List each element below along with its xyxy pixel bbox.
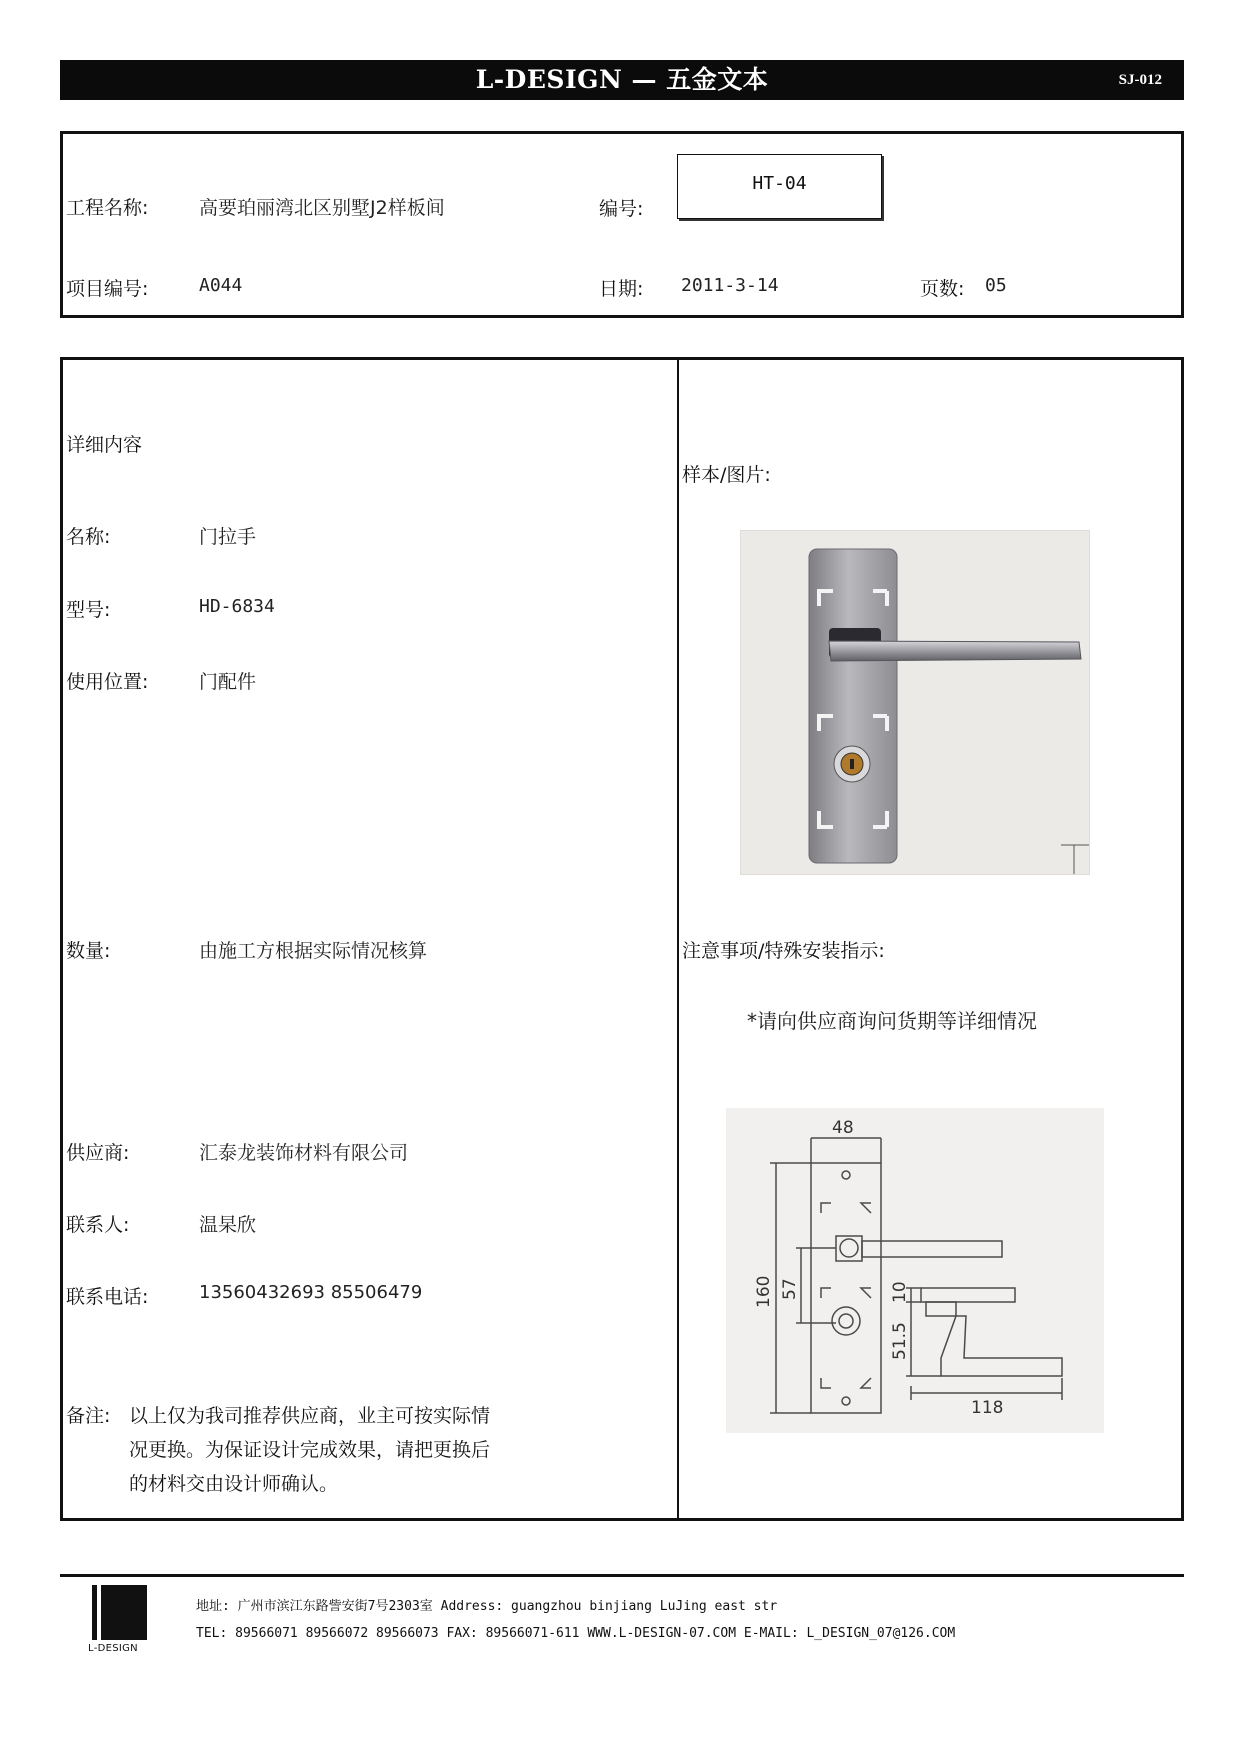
quantity-label: 数量: [66,940,111,962]
number-value: HT-04 [752,173,807,194]
dim-48: 48 [832,1118,854,1138]
contact-value: 温杲欣 [199,1214,257,1236]
footer-contact: TEL: 89566071 89566072 89566073 FAX: 89566071-611 WWW.L-DESIGN-07.COM E-MAIL: L_DESIGN_07@126.COM [196,1626,956,1641]
sample-label: 样本/图片: [682,464,771,486]
supplier-value: 汇泰龙装饰材料有限公司 [199,1142,409,1164]
model-label: 型号: [66,599,111,621]
document-title: L-DESIGN — 五金文本 [475,65,769,94]
dimension-drawing [726,1108,1104,1433]
door-handle-image [741,531,1091,876]
supplier-label: 供应商: [66,1142,130,1164]
handle-dimension-diagram [726,1108,1104,1433]
remark-line-1: 以上仅为我司推荐供应商，业主可按实际情 [129,1405,491,1427]
remark-line-3: 的材料交由设计师确认。 [129,1473,339,1495]
number-label: 编号: [599,198,644,220]
name-label: 名称: [66,526,111,548]
product-photo [740,530,1090,875]
number-box [677,154,882,219]
usage-value: 门配件 [199,671,257,693]
dim-51-5: 51.5 [890,1322,910,1360]
dim-118: 118 [971,1398,1004,1418]
phone-value: 13560432693 85506479 [199,1282,423,1303]
detail-section-title: 详细内容 [66,434,143,456]
logo-accent [97,1585,101,1640]
phone-label: 联系电话: [66,1286,149,1308]
footer-address: 地址: 广州市滨江东路訾安街7号2303室 Address: guangzhou binjiang LuJing east str [196,1599,778,1614]
usage-label: 使用位置: [66,671,149,693]
project-info-box [60,131,1184,318]
date-label: 日期: [599,278,644,300]
dim-160: 160 [754,1275,774,1308]
project-no-label: 项目编号: [66,278,149,300]
date-value: 2011-3-14 [681,275,779,296]
column-divider [677,360,679,1518]
header-bar [60,60,1184,100]
name-value: 门拉手 [199,526,257,548]
notes-text: *请向供应商询问货期等详细情况 [747,1009,1037,1033]
remark-label: 备注: [66,1405,111,1427]
document-code: SJ-012 [1118,72,1162,88]
project-name-label: 工程名称: [66,197,149,219]
model-value: HD-6834 [199,596,275,617]
quantity-value: 由施工方根据实际情况核算 [199,940,428,962]
pages-label: 页数: [920,278,965,300]
pages-value: 05 [985,275,1007,296]
contact-label: 联系人: [66,1214,130,1236]
logo-text: L-DESIGN [88,1643,138,1654]
project-name-value: 高要珀丽湾北区别墅J2样板间 [199,197,445,219]
dim-10: 10 [890,1281,910,1303]
remark-line-2: 况更换。为保证设计完成效果，请把更换后 [129,1439,491,1461]
detail-box [60,357,1184,1521]
footer-rule [60,1574,1184,1577]
dim-57: 57 [780,1278,800,1300]
project-no-value: A044 [199,275,243,296]
notes-label: 注意事项/特殊安装指示: [682,940,885,962]
